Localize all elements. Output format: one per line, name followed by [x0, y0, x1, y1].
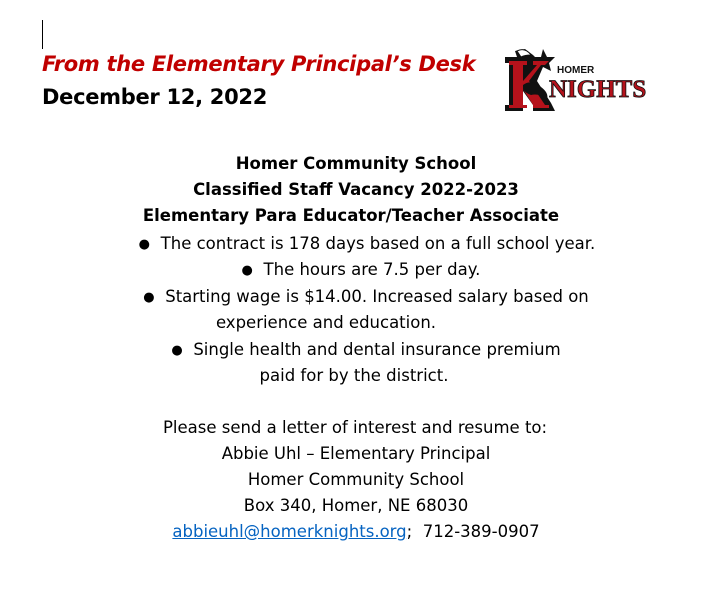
- bullet-item-contract: ● The contract is 178 days based on a full school year.: [0, 232, 712, 257]
- phone-number: 712-389-0907: [422, 522, 540, 541]
- position-heading: Elementary Para Educator/Teacher Associate: [142, 206, 560, 225]
- page-title: From the Elementary Principal’s Desk: [42, 52, 476, 76]
- separator: ;: [406, 522, 423, 541]
- text-cursor: [42, 20, 43, 49]
- bullet-item-insurance: ● Single health and dental insurance premium: [0, 338, 712, 363]
- contact-email-phone: [0, 520, 712, 544]
- bullet-item-insurance-continued: paid for by the district.: [259, 366, 449, 385]
- school-name-heading: Homer Community School: [235, 154, 477, 173]
- date-heading: December 12, 2022: [42, 85, 268, 109]
- email-link[interactable]: abbieuhl@homerknights.org: [172, 522, 407, 541]
- contact-address: Box 340, Homer, NE 68030: [243, 496, 469, 515]
- svg-text:HOMER: HOMER: [557, 65, 595, 76]
- contact-school: Homer Community School: [247, 470, 465, 489]
- knight-k-icon: [503, 47, 665, 115]
- homer-knights-logo: [503, 47, 665, 115]
- bullet-icon: ●: [171, 343, 183, 358]
- contact-name: Abbie Uhl – Elementary Principal: [221, 444, 491, 463]
- vacancy-heading: Classified Staff Vacancy 2022-2023: [193, 180, 519, 199]
- bullet-item-wage-continued: experience and education.: [215, 313, 437, 332]
- bullet-icon: ●: [138, 237, 151, 252]
- bullet-icon: ●: [241, 263, 253, 278]
- bullet-icon: ●: [143, 290, 155, 305]
- svg-text:NIGHTS: NIGHTS: [549, 76, 647, 103]
- bullet-item-wage: ● Starting wage is $14.00. Increased salary based on: [0, 285, 712, 310]
- contact-intro: Please send a letter of interest and resume to:: [162, 418, 548, 437]
- bullet-item-hours: ● The hours are 7.5 per day.: [0, 258, 712, 283]
